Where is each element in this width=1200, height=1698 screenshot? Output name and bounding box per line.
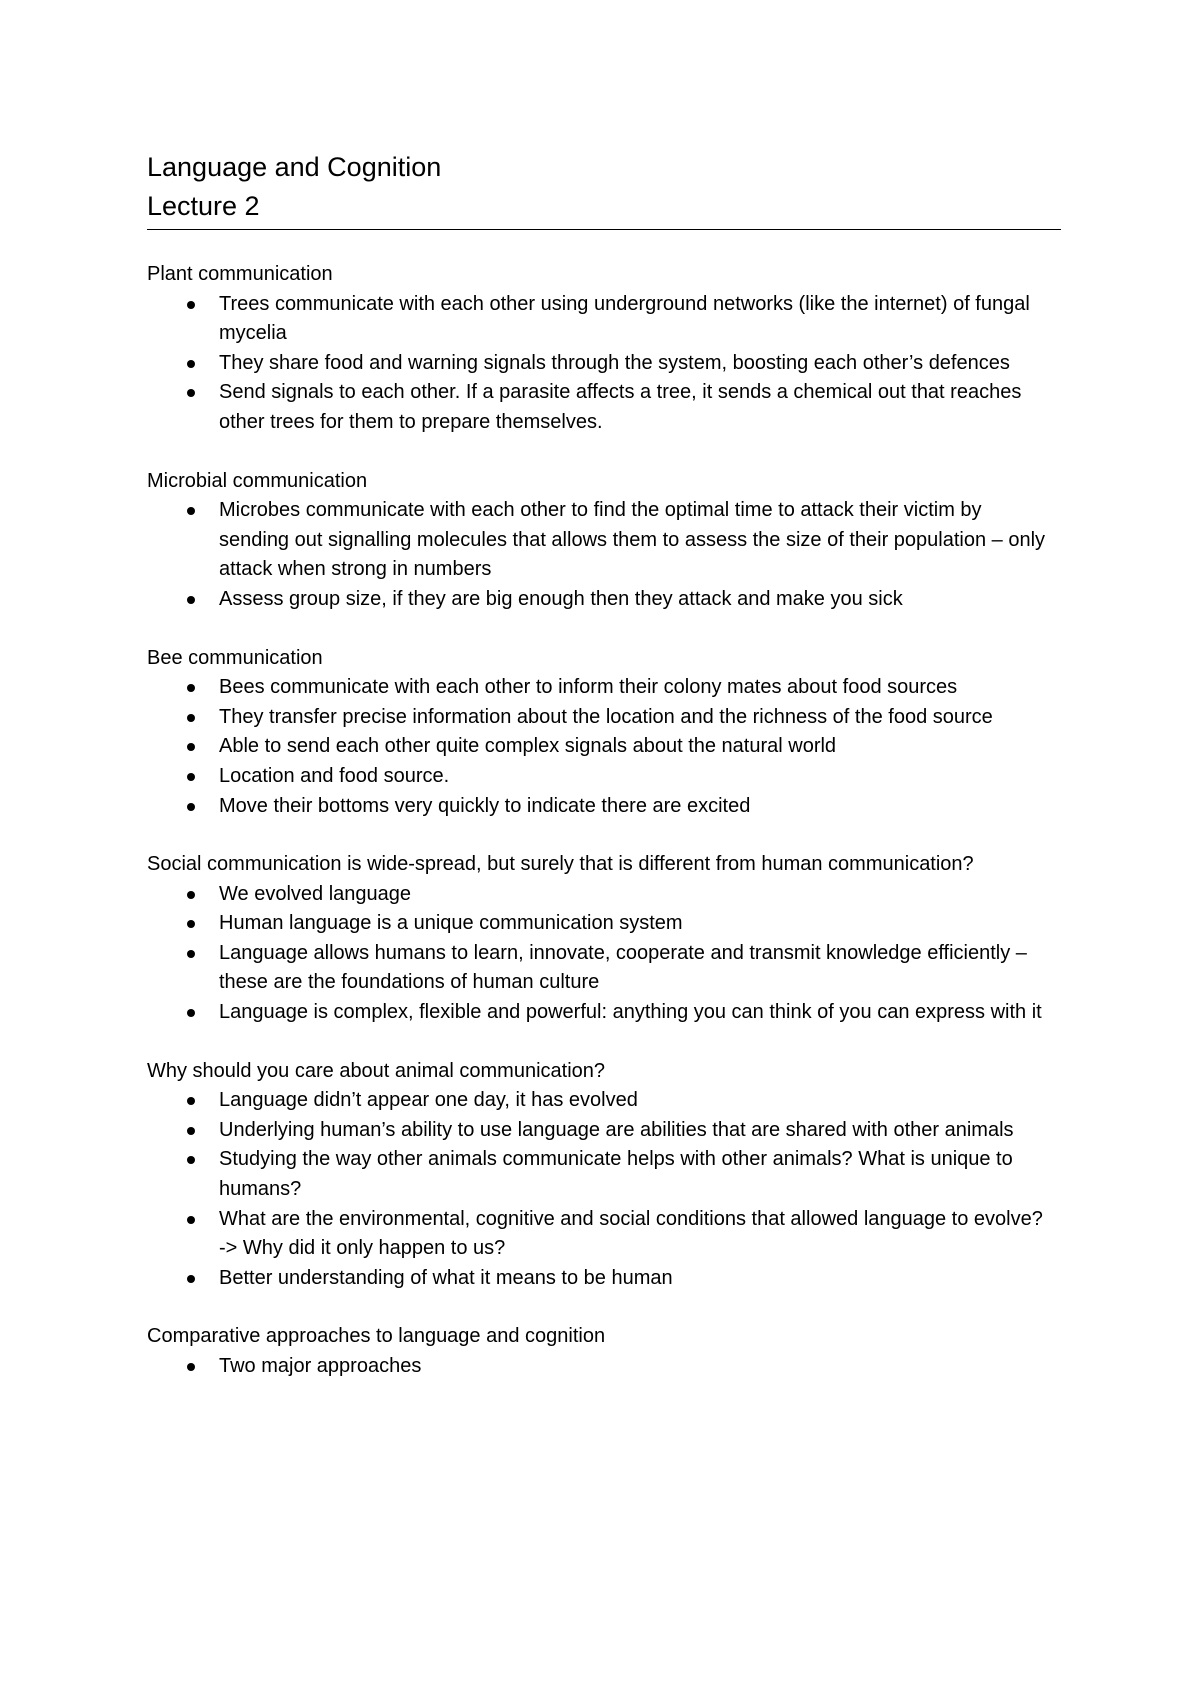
bullet-icon (187, 596, 195, 604)
list-item (147, 290, 1061, 349)
bullet-icon (187, 684, 195, 692)
list-item (147, 496, 1061, 585)
bullet-icon (187, 1009, 195, 1017)
list-item (147, 792, 1061, 822)
bullet-list (147, 880, 1061, 1028)
list-item (147, 732, 1061, 762)
list-item (147, 703, 1061, 733)
bullet-icon (187, 773, 195, 781)
list-item-text: Language allows humans to learn, innovate, cooperate and transmit knowledge efficiently – these are the foundations of human culture (219, 941, 1027, 994)
list-item (147, 378, 1061, 437)
list-item (147, 939, 1061, 998)
list-item-text: Microbes communicate with each other to find the optimal time to attack their victim by sending out signalling molecules that allows them to assess the size of their population – only attack when strong in numbers (219, 499, 1046, 581)
section-heading: Social communication is wide-spread, but surely that is different from human communication? (147, 853, 974, 876)
bullet-list (147, 290, 1061, 438)
bullet-icon (187, 1216, 195, 1224)
list-item-text: Better understanding of what it means to be human (219, 1266, 673, 1289)
list-item (147, 349, 1061, 379)
list-item (147, 1145, 1061, 1204)
list-item-text: Assess group size, if they are big enough then they attack and make you sick (219, 587, 903, 610)
list-item-text: Location and food source. (219, 764, 450, 787)
section-heading: Why should you care about animal communication? (147, 1059, 606, 1082)
list-item (147, 585, 1061, 615)
list-item-text: Language didn’t appear one day, it has evolved (219, 1089, 638, 1112)
list-item-text: They share food and warning signals through the system, boosting each other’s defences (219, 351, 1010, 374)
list-item (147, 1086, 1061, 1116)
bullet-icon (187, 743, 195, 751)
section-heading: Plant communication (147, 263, 333, 285)
bullet-icon (187, 1127, 195, 1135)
bullet-icon (187, 803, 195, 811)
list-item-text: Move their bottoms very quickly to indicate there are excited (219, 794, 751, 817)
document-title: Language and Cognition (147, 152, 442, 182)
list-item (147, 909, 1061, 939)
title-block (147, 148, 1061, 230)
list-item-text: We evolved language (219, 882, 411, 905)
document-page (147, 148, 1061, 1382)
bullet-list (147, 496, 1061, 614)
bullet-icon (187, 1156, 195, 1164)
list-item (147, 673, 1061, 703)
list-item-text: Trees communicate with each other using underground networks (like the internet) of fungal mycelia (219, 292, 1030, 345)
bullet-icon (187, 1363, 195, 1371)
list-item (147, 1116, 1061, 1146)
bullet-icon (187, 714, 195, 722)
bullet-icon (187, 1097, 195, 1105)
section-heading: Microbial communication (147, 469, 368, 492)
bullet-icon (187, 389, 195, 397)
list-item (147, 1264, 1061, 1294)
list-item-text: Human language is a unique communication system (219, 912, 683, 935)
list-item-text: Studying the way other animals communicate helps with other animals? What is unique to humans? (219, 1148, 1013, 1201)
bullet-icon (187, 301, 195, 309)
bullet-icon (187, 1275, 195, 1283)
list-item (147, 762, 1061, 792)
list-item-text: Language is complex, flexible and powerful: anything you can think of you can express with it (219, 1001, 1042, 1024)
list-item-text: Bees communicate with each other to inform their colony mates about food sources (219, 676, 958, 699)
notes-body (147, 260, 1061, 1382)
bullet-list (147, 1352, 1061, 1382)
list-item-text: What are the environmental, cognitive and social conditions that allowed language to evolve? -> Why did it only happen to us? (219, 1207, 1043, 1260)
bullet-icon (187, 950, 195, 958)
list-item (147, 1205, 1061, 1264)
list-item-text: Two major approaches (219, 1355, 422, 1377)
document-subtitle: Lecture 2 (147, 191, 260, 221)
section (147, 260, 1061, 438)
list-item (147, 998, 1061, 1028)
list-item (147, 880, 1061, 910)
list-item-text: Able to send each other quite complex signals about the natural world (219, 735, 837, 758)
list-item (147, 1352, 1061, 1382)
bullet-list (147, 1086, 1061, 1293)
bullet-icon (187, 920, 195, 928)
section (147, 850, 1061, 1028)
section-heading: Comparative approaches to language and cognition (147, 1325, 606, 1348)
section (147, 1322, 1061, 1381)
list-item-text: Send signals to each other. If a parasite affects a tree, it sends a chemical out that reaches other trees for them to prepare themselves. (219, 381, 1022, 433)
bullet-icon (187, 891, 195, 899)
section-heading: Bee communication (147, 646, 323, 669)
list-item-text: They transfer precise information about the location and the richness of the food source (219, 705, 993, 728)
list-item-text: Underlying human’s ability to use language are abilities that are shared with other animals (219, 1118, 1014, 1141)
section (147, 1057, 1061, 1294)
bullet-list (147, 673, 1061, 821)
bullet-icon (187, 507, 195, 515)
section (147, 467, 1061, 615)
section (147, 644, 1061, 822)
bullet-icon (187, 360, 195, 368)
